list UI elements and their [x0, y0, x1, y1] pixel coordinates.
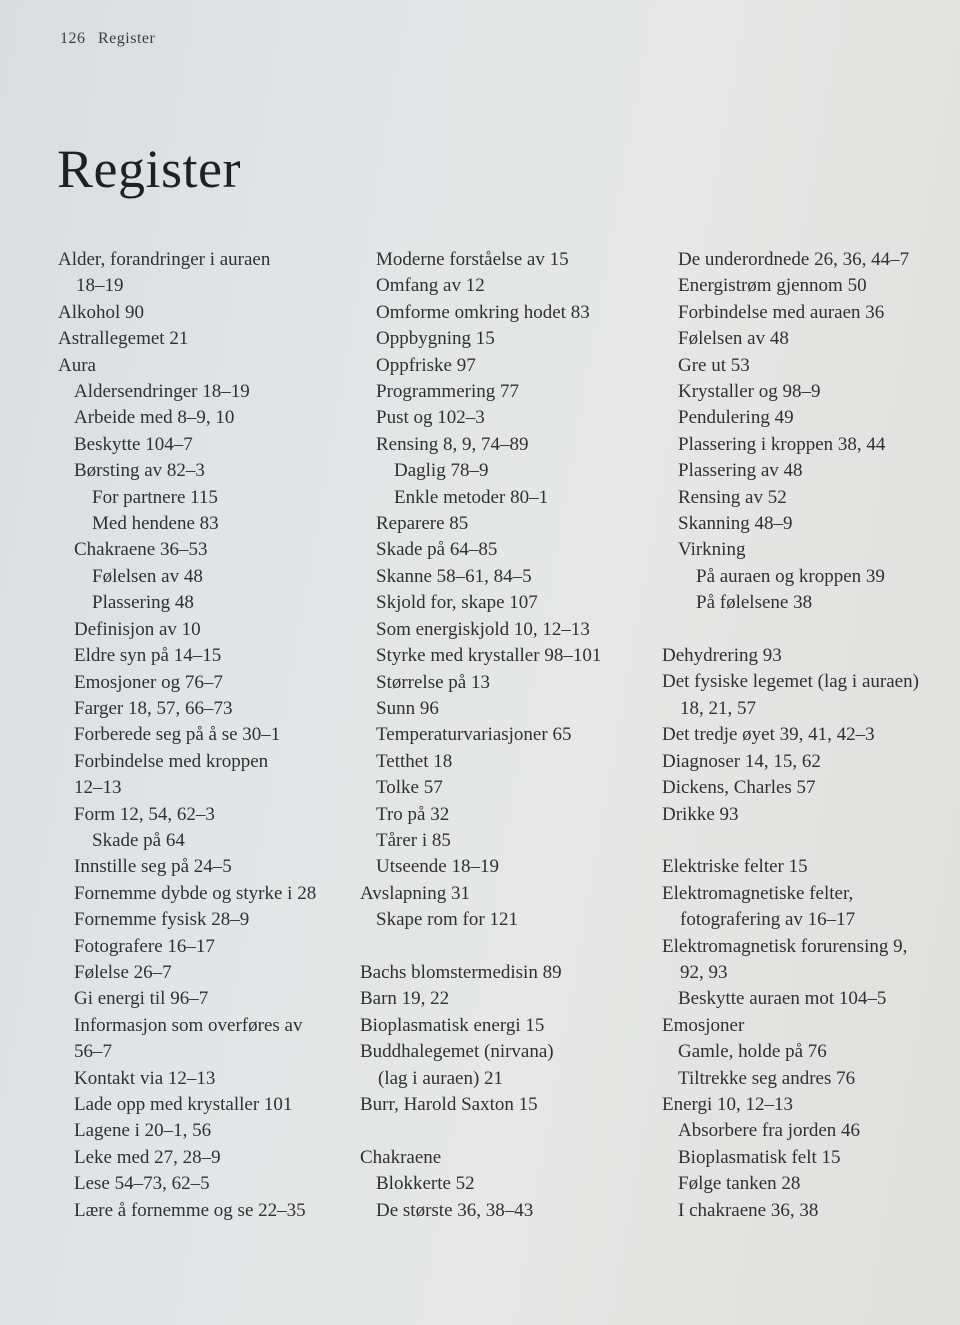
index-column-1 — [58, 247, 358, 1224]
index-subentry: Plassering av 48 — [678, 460, 803, 482]
index-subentry: I chakraene 36, 38 — [678, 1199, 819, 1221]
index-subentry: Eldre syn på 14–15 — [74, 645, 222, 667]
index-subentry: Skade på 64–85 — [376, 539, 498, 561]
index-subentry: Tiltrekke seg andres 76 — [678, 1067, 856, 1089]
index-subentry: Emosjoner og 76–7 — [74, 671, 223, 693]
index-subentry: Plassering 48 — [92, 592, 194, 614]
index-subentry: Følelsen av 48 — [92, 565, 203, 587]
index-subentry: Energistrøm gjennom 50 — [678, 275, 867, 297]
index-subentry: Gamle, holde på 76 — [678, 1041, 827, 1063]
index-subentry: Pust og 102–3 — [376, 407, 485, 429]
index-subentry: Tårer i 85 — [376, 829, 451, 851]
index-entry: Alder, forandringer i auraen — [58, 249, 271, 270]
index-spacer — [662, 828, 952, 854]
index-subentry: Følelse 26–7 — [74, 961, 172, 983]
index-subentry: Skape rom for 121 — [376, 909, 518, 931]
index-subentry: Tolke 57 — [376, 777, 443, 799]
index-entry: Emosjoner — [662, 1014, 745, 1036]
index-subentry: Oppbygning 15 — [376, 328, 495, 350]
index-subentry: Blokkerte 52 — [376, 1173, 475, 1195]
index-subentry: For partnere 115 — [92, 486, 218, 508]
index-subentry: Pendulering 49 — [678, 407, 794, 429]
index-subentry: Skanning 48–9 — [678, 513, 793, 535]
index-entry: Buddhalegemet (nirvana) — [360, 1041, 554, 1063]
index-entry: Dehydrering 93 — [662, 645, 782, 667]
index-subentry: Beskytte auraen mot 104–5 — [678, 988, 887, 1010]
index-entry: Det fysiske legemet (lag i auraen) — [662, 671, 919, 693]
index-entry-continuation: 56–7 — [74, 1041, 112, 1063]
index-entry: Elektriske felter 15 — [662, 856, 808, 878]
index-subentry: Leke med 27, 28–9 — [74, 1146, 221, 1168]
index-subentry: Fornemme fysisk 28–9 — [74, 909, 250, 931]
page-number: 126 — [60, 30, 86, 47]
index-subentry: Chakraene 36–53 — [74, 539, 208, 561]
index-subentry: Følge tanken 28 — [678, 1173, 801, 1195]
index-subentry: Fotografere 16–17 — [74, 935, 215, 957]
index-entry: Elektromagnetiske felter, — [662, 882, 854, 904]
index-subentry: Fornemme dybde og styrke i 28 — [74, 882, 317, 904]
index-subentry: Børsting av 82–3 — [74, 460, 205, 482]
index-subentry: Absorbere fra jorden 46 — [678, 1120, 861, 1142]
index-subentry: Utseende 18–19 — [376, 856, 499, 878]
index-subentry: Størrelse på 13 — [376, 671, 490, 693]
index-subentry: Rensing av 52 — [678, 486, 787, 508]
index-column-3 — [662, 247, 952, 1224]
index-subentry: Gre ut 53 — [678, 354, 750, 376]
index-subentry: Moderne forståelse av 15 — [376, 249, 569, 270]
index-entry: Dickens, Charles 57 — [662, 777, 816, 799]
index-subentry: Enkle metoder 80–1 — [394, 486, 549, 508]
running-head — [60, 30, 155, 48]
index-subentry: Som energiskjold 10, 12–13 — [376, 618, 590, 640]
index-entry: Burr, Harold Saxton 15 — [360, 1093, 538, 1115]
index-spacer — [662, 617, 952, 643]
index-subentry: Gi energi til 96–7 — [74, 988, 209, 1010]
index-subentry: Bioplasmatisk felt 15 — [678, 1146, 841, 1168]
index-subentry: Lagene i 20–1, 56 — [74, 1120, 212, 1142]
index-subentry: Beskytte 104–7 — [74, 433, 193, 455]
index-entry-continuation: 18–19 — [76, 275, 124, 297]
index-subentry: Lade opp med krystaller 101 — [74, 1094, 293, 1115]
index-subentry: Oppfriske 97 — [376, 354, 476, 376]
index-subentry: På følelsene 38 — [696, 592, 813, 614]
index-entry-continuation: 18, 21, 57 — [680, 697, 756, 719]
index-subentry: Kontakt via 12–13 — [74, 1067, 216, 1089]
index-subentry: Omfang av 12 — [376, 275, 485, 297]
index-subentry: Skade på 64 — [92, 829, 185, 851]
index-subentry: Daglig 78–9 — [394, 460, 489, 482]
index-subentry: Definisjon av 10 — [74, 618, 201, 640]
index-subentry: Aldersendringer 18–19 — [74, 381, 250, 403]
index-entry: Aura — [58, 354, 96, 376]
index-subentry: Styrke med krystaller 98–101 — [376, 645, 602, 667]
index-subentry: Rensing 8, 9, 74–89 — [376, 433, 529, 455]
index-subentry: Krystaller og 98–9 — [678, 381, 821, 403]
running-head-section: Register — [98, 30, 156, 47]
index-subentry: Lære å fornemme og se 22–35 — [74, 1199, 306, 1221]
index-entry: Alkohol 90 — [58, 301, 145, 323]
index-subentry: Informasjon som overføres av — [74, 1014, 303, 1036]
index-subentry: Reparere 85 — [376, 513, 469, 535]
index-subentry: Programmering 77 — [376, 381, 520, 403]
index-subentry: Med hendene 83 — [92, 513, 219, 535]
index-subentry: Form 12, 54, 62–3 — [74, 803, 215, 825]
index-subentry: På auraen og kroppen 39 — [696, 565, 885, 587]
index-entry: Avslapning 31 — [360, 882, 470, 904]
index-subentry: Sunn 96 — [376, 697, 439, 719]
index-entry: Diagnoser 14, 15, 62 — [662, 750, 821, 772]
index-subentry: Virkning — [678, 539, 746, 561]
index-subentry: Plassering i kroppen 38, 44 — [678, 433, 886, 455]
index-subentry: Følelsen av 48 — [678, 328, 789, 350]
index-spacer — [360, 1118, 645, 1144]
index-subentry: Temperaturvariasjoner 65 — [376, 724, 572, 746]
index-entry: Barn 19, 22 — [360, 988, 450, 1010]
index-entry: Energi 10, 12–13 — [662, 1093, 794, 1115]
index-subentry: Tro på 32 — [376, 803, 450, 825]
index-entry: Elektromagnetisk forurensing 9, — [662, 935, 908, 957]
index-subentry: Innstille seg på 24–5 — [74, 856, 232, 878]
index-subentry: De underordnede 26, 36, 44–7 — [678, 249, 910, 270]
index-entry: Drikke 93 — [662, 803, 739, 825]
index-subentry: Tetthet 18 — [376, 750, 453, 772]
index-subentry: De største 36, 38–43 — [376, 1199, 534, 1221]
index-subentry: Arbeide med 8–9, 10 — [74, 407, 235, 429]
index-entry: Chakraene — [360, 1146, 442, 1168]
index-subentry: Lese 54–73, 62–5 — [74, 1173, 210, 1195]
index-entry-continuation: 12–13 — [74, 777, 122, 799]
index-entry-continuation: 92, 93 — [680, 961, 728, 983]
index-subentry: Omforme omkring hodet 83 — [376, 301, 590, 323]
index-spacer — [360, 934, 645, 960]
page-title: Register — [57, 139, 241, 199]
index-subentry: Forberede seg på å se 30–1 — [74, 724, 281, 746]
index-subentry: Skjold for, skape 107 — [376, 592, 538, 614]
index-entry: Det tredje øyet 39, 41, 42–3 — [662, 724, 875, 746]
index-subentry: Skanne 58–61, 84–5 — [376, 565, 532, 587]
index-entry: Bioplasmatisk energi 15 — [360, 1014, 545, 1036]
index-subentry: Farger 18, 57, 66–73 — [74, 697, 233, 719]
index-entry-continuation: (lag i auraen) 21 — [378, 1067, 504, 1089]
index-entry: Astrallegemet 21 — [58, 328, 189, 350]
index-entry-continuation: fotografering av 16–17 — [680, 909, 856, 931]
index-column-2 — [360, 247, 645, 1224]
index-subentry: Forbindelse med auraen 36 — [678, 301, 885, 323]
index-entry: Bachs blomstermedisin 89 — [360, 961, 562, 983]
index-subentry: Forbindelse med kroppen — [74, 750, 269, 772]
